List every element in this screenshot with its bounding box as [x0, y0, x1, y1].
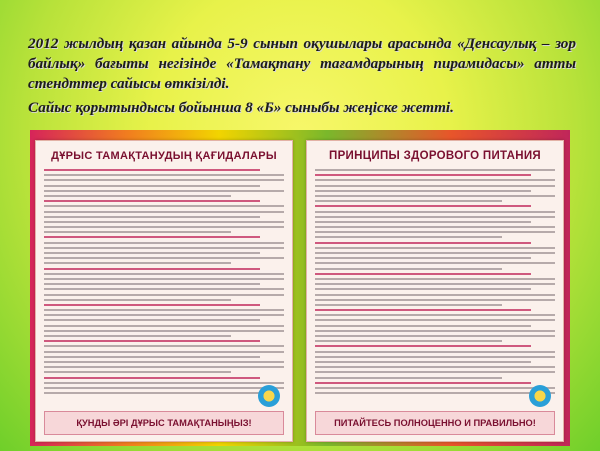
poster-right	[306, 140, 564, 442]
poster-left-footer: ҚУНДЫ ӘРІ ДҰРЫС ТАМАҚТАНЫҢЫЗ!	[44, 411, 284, 435]
poster-right-footer: ПИТАЙТЕСЬ ПОЛНОЦЕННО И ПРАВИЛЬНО!	[315, 411, 555, 435]
emblem-icon	[258, 385, 280, 407]
poster-photo	[30, 130, 570, 446]
poster-left-body	[36, 169, 292, 394]
poster-right-title: ПРИНЦИПЫ ЗДОРОВОГО ПИТАНИЯ	[329, 150, 541, 162]
caption-line-1: 2012 жылдың қазан айында 5-9 сынып оқушылары арасында «Денсаулық – зор байлық» бағыты негізінде «Тамақтану тағамдарының пирамидасы» атты стендттер сайысы өткізілді.	[28, 35, 576, 92]
caption-line-2: Сайыс қорытындысы бойынша 8 «Б» сыныбы жеңіске жетті.	[28, 99, 454, 116]
poster-right-body	[307, 169, 563, 394]
emblem-icon	[529, 385, 551, 407]
poster-left	[35, 140, 293, 442]
poster-left-title: ДҰРЫС ТАМАҚТАНУДЫҢ ҚАҒИДАЛАРЫ	[51, 150, 277, 162]
caption	[28, 34, 576, 118]
